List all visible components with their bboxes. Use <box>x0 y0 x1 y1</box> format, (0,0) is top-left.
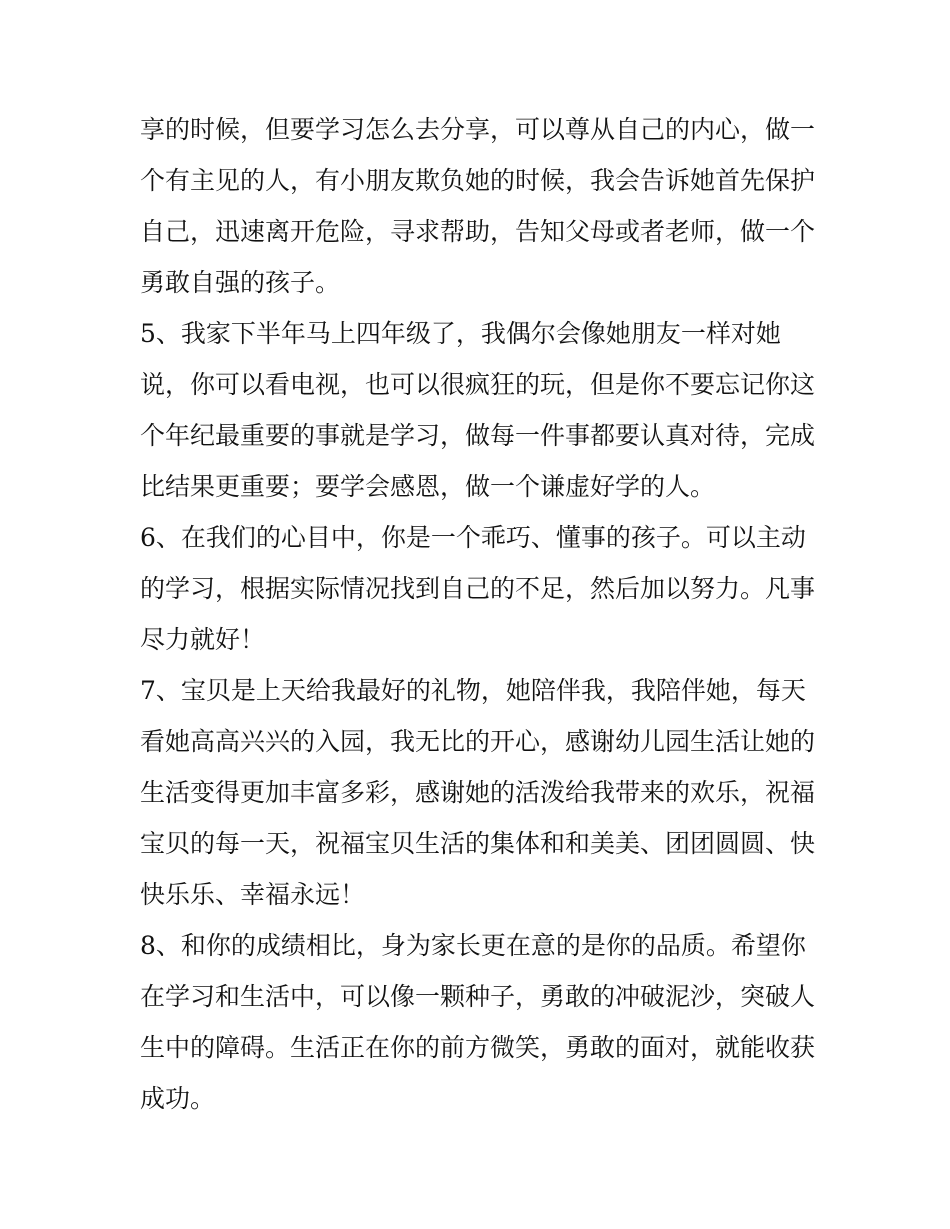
paragraph-item-6 <box>140 512 815 665</box>
paragraph-continued <box>140 104 815 308</box>
text-line: 生中的障碍。生活正在你的前方微笑，勇敢的面对，就能收获 <box>140 1033 816 1062</box>
paragraph-item-5 <box>140 308 815 512</box>
text-line: 7、宝贝是上天给我最好的礼物，她陪伴我，我陪伴她，每天 <box>140 676 806 705</box>
text-line: 快乐乐、幸福永远！ <box>140 880 366 909</box>
text-line: 生活变得更加丰富多彩，感谢她的活泼给我带来的欢乐，祝福 <box>140 778 816 807</box>
text-line: 看她高高兴兴的入园，我无比的开心，感谢幼儿园生活让她的 <box>140 727 816 756</box>
text-line: 成功。 <box>140 1084 216 1113</box>
text-line: 自己，迅速离开危险，寻求帮助，告知父母或者老师，做一个 <box>140 217 816 246</box>
paragraph-item-8 <box>140 920 815 1124</box>
document-body <box>140 104 815 1124</box>
text-line: 尽力就好！ <box>140 625 266 654</box>
text-line: 在学习和生活中，可以像一颗种子，勇敢的冲破泥沙，突破人 <box>140 982 816 1011</box>
text-line: 5、我家下半年马上四年级了，我偶尔会像她朋友一样对她 <box>140 319 781 348</box>
text-line: 勇敢自强的孩子。 <box>140 268 341 297</box>
text-line: 的学习，根据实际情况找到自己的不足，然后加以努力。凡事 <box>140 574 816 603</box>
text-line: 8、和你的成绩相比，身为家长更在意的是你的品质。希望你 <box>140 931 806 960</box>
text-line: 宝贝的每一天，祝福宝贝生活的集体和和美美、团团圆圆、快 <box>140 829 816 858</box>
text-line: 6、在我们的心目中，你是一个乖巧、懂事的孩子。可以主动 <box>140 523 806 552</box>
text-line: 个年纪最重要的事就是学习，做每一件事都要认真对待，完成 <box>140 421 816 450</box>
paragraph-item-7 <box>140 665 815 920</box>
text-line: 说，你可以看电视，也可以很疯狂的玩，但是你不要忘记你这 <box>140 370 816 399</box>
text-line: 个有主见的人，有小朋友欺负她的时候，我会告诉她首先保护 <box>140 166 816 195</box>
text-line: 享的时候，但要学习怎么去分享，可以尊从自己的内心，做一 <box>140 115 816 144</box>
text-line: 比结果更重要；要学会感恩，做一个谦虚好学的人。 <box>140 472 716 501</box>
